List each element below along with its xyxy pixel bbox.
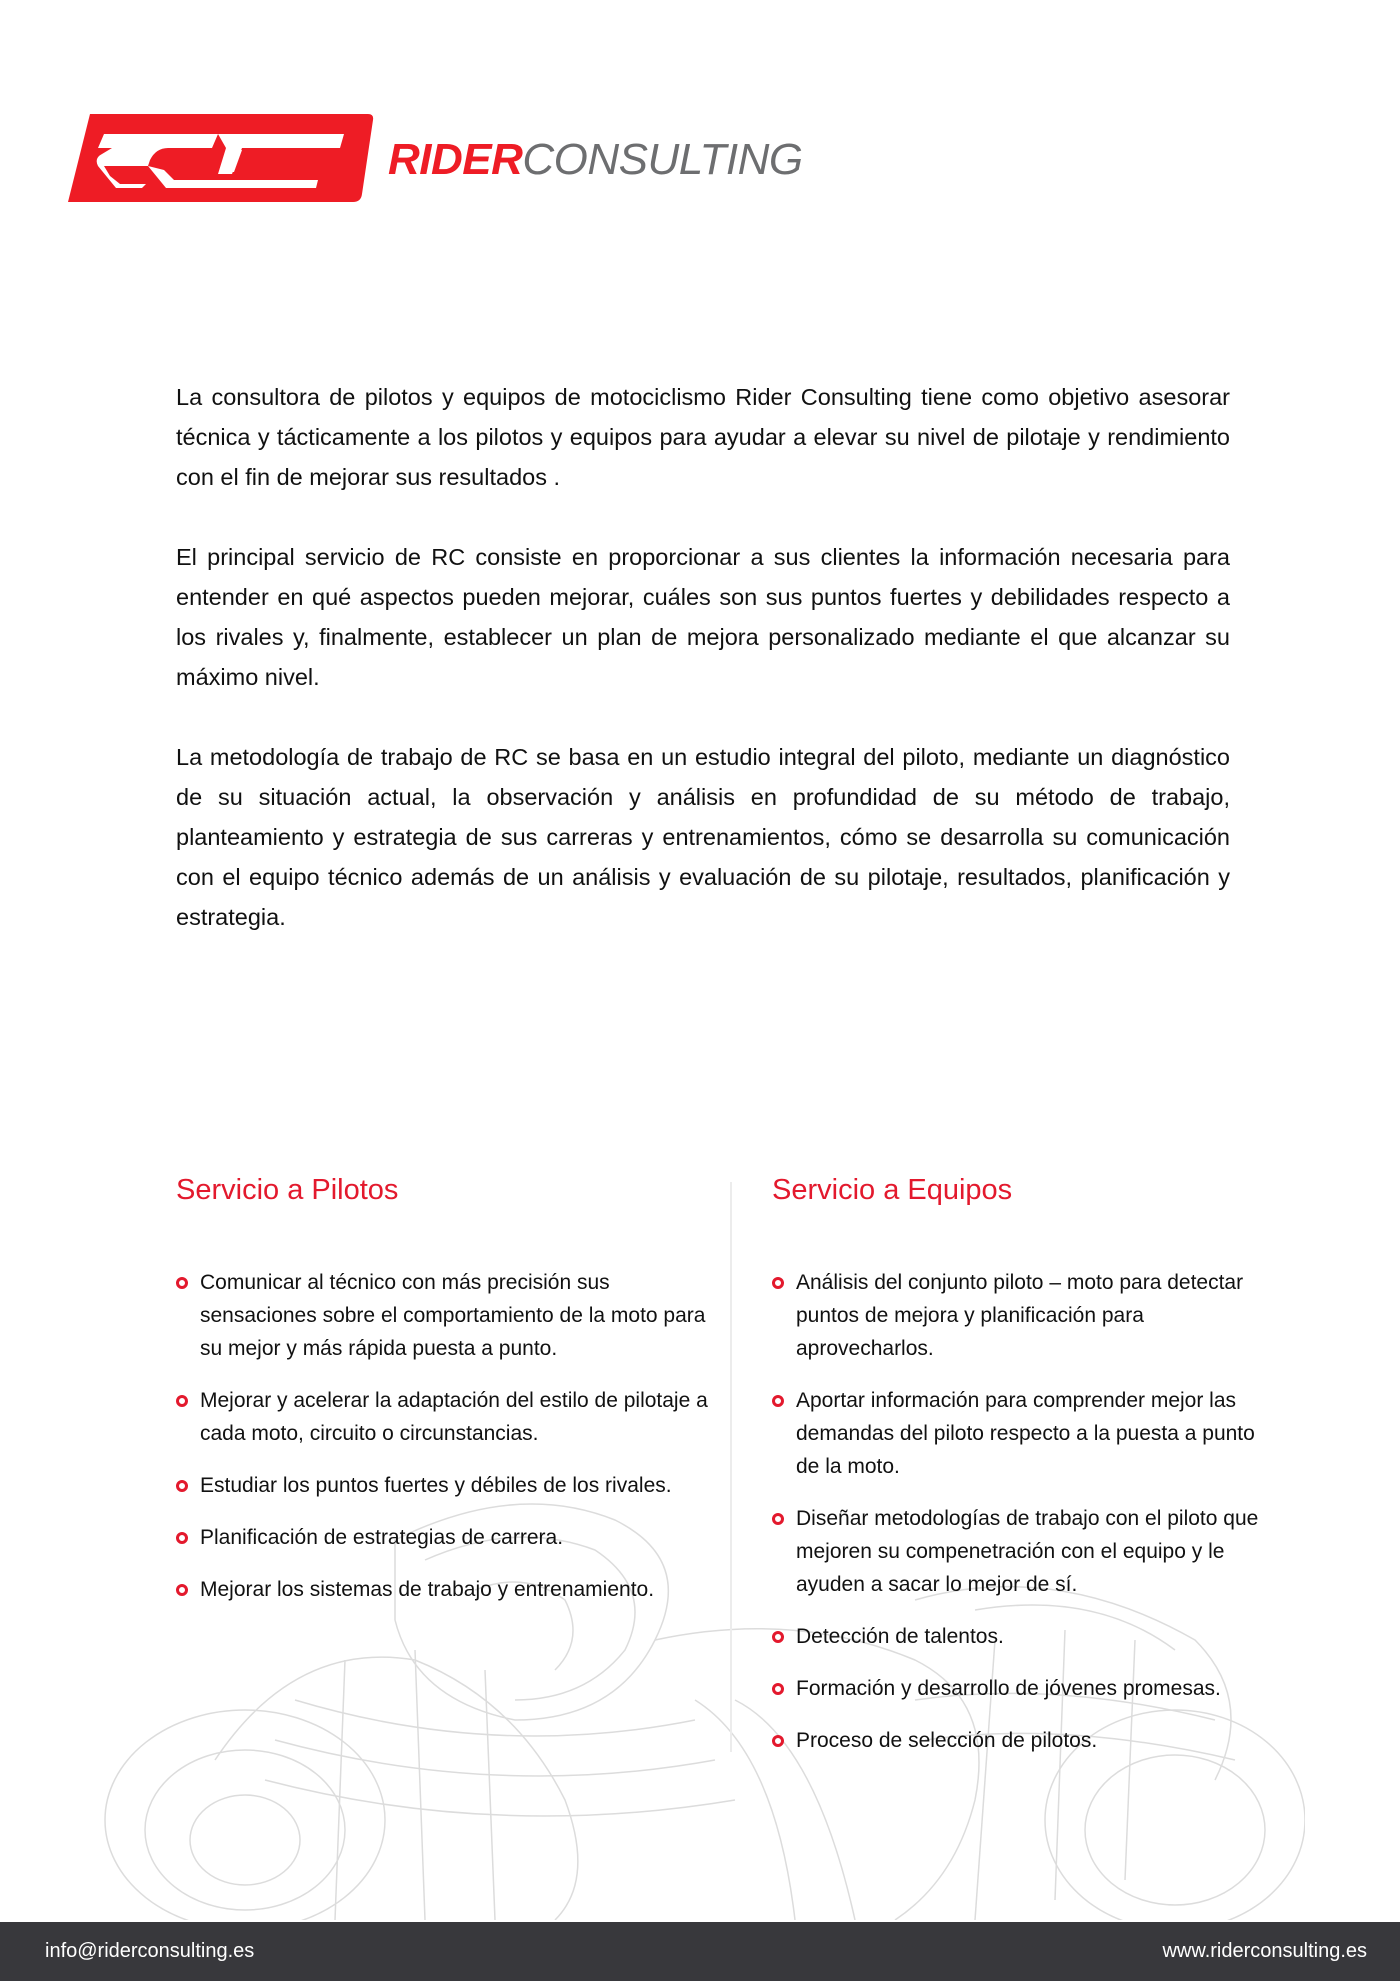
red-ring-icon (176, 1584, 188, 1596)
footer-bar (0, 1922, 1400, 1981)
team-services-section (772, 1170, 1272, 1776)
list-item: Formación y desarrollo de jóvenes promesas. (772, 1672, 1272, 1705)
website-link[interactable]: www.riderconsulting.es (1162, 1940, 1367, 1962)
list-item: Estudiar los puntos fuertes y débiles de los rivales. (176, 1469, 716, 1502)
pilot-services-list (176, 1266, 716, 1606)
list-item: Mejorar y acelerar la adaptación del estilo de pilotaje a cada moto, circuito o circunstancias. (176, 1384, 716, 1450)
red-ring-icon (772, 1513, 784, 1525)
column-divider (730, 1182, 732, 1752)
red-ring-icon (772, 1277, 784, 1289)
pilot-services-section (176, 1170, 716, 1625)
list-item: Proceso de selección de pilotos. (772, 1724, 1272, 1757)
team-services-list (772, 1266, 1272, 1757)
red-ring-icon (772, 1735, 784, 1747)
red-ring-icon (176, 1277, 188, 1289)
intro-paragraph: El principal servicio de RC consiste en proporcionar a sus clientes la información necesaria para entender en qué aspectos pueden mejorar, cuáles son sus puntos fuertes y debilidades respecto a los rivales y, finalmente, establecer un plan de mejora personalizado mediante el que alcanzar su máximo nivel. (176, 544, 1230, 690)
brand-wordmark (388, 134, 803, 182)
pilot-services-title: Servicio a Pilotos (176, 1174, 399, 1206)
red-ring-icon (772, 1683, 784, 1695)
red-ring-icon (772, 1395, 784, 1407)
list-item: Diseñar metodologías de trabajo con el piloto que mejoren su compenetración con el equipo y le ayuden a sacar lo mejor de sí. (772, 1502, 1272, 1601)
red-ring-icon (176, 1395, 188, 1407)
list-item: Mejorar los sistemas de trabajo y entrenamiento. (176, 1573, 716, 1606)
list-item: Aportar información para comprender mejor las demandas del piloto respecto a la puesta a punto de la moto. (772, 1384, 1272, 1483)
contact-email-link[interactable]: info@riderconsulting.es (45, 1940, 255, 1962)
list-item: Planificación de estrategias de carrera. (176, 1521, 716, 1554)
brand-logo (68, 114, 803, 202)
list-item: Comunicar al técnico con más precisión sus sensaciones sobre el comportamiento de la moto para su mejor y más rápida puesta a punto. (176, 1266, 716, 1365)
intro-text (176, 377, 1230, 977)
team-services-title: Servicio a Equipos (772, 1174, 1013, 1206)
intro-paragraph: La consultora de pilotos y equipos de motociclismo Rider Consulting tiene como objetivo asesorar técnica y tácticamente a los pilotos y equipos para ayudar a elevar su nivel de pilotaje y rendimiento con el fin de mejorar sus resultados . (176, 384, 1230, 490)
list-item: Detección de talentos. (772, 1620, 1272, 1653)
brand-name-bold: RIDER (388, 135, 523, 184)
brand-name-light: CONSULTING (522, 135, 803, 184)
red-ring-icon (772, 1631, 784, 1643)
intro-paragraph: La metodología de trabajo de RC se basa en un estudio integral del piloto, mediante un diagnóstico de su situación actual, la observación y análisis en profundidad de su método de trabajo, planteamiento y estrategia de sus carreras y entrenamientos, cómo se desarrolla su comunicación con el equipo técnico además de un análisis y evaluación de su pilotaje, resultados, planificación y estrategia. (176, 744, 1230, 930)
list-item: Análisis del conjunto piloto – moto para detectar puntos de mejora y planificación para aprovecharlos. (772, 1266, 1272, 1365)
rc-emblem-icon (68, 114, 374, 202)
red-ring-icon (176, 1480, 188, 1492)
red-ring-icon (176, 1532, 188, 1544)
